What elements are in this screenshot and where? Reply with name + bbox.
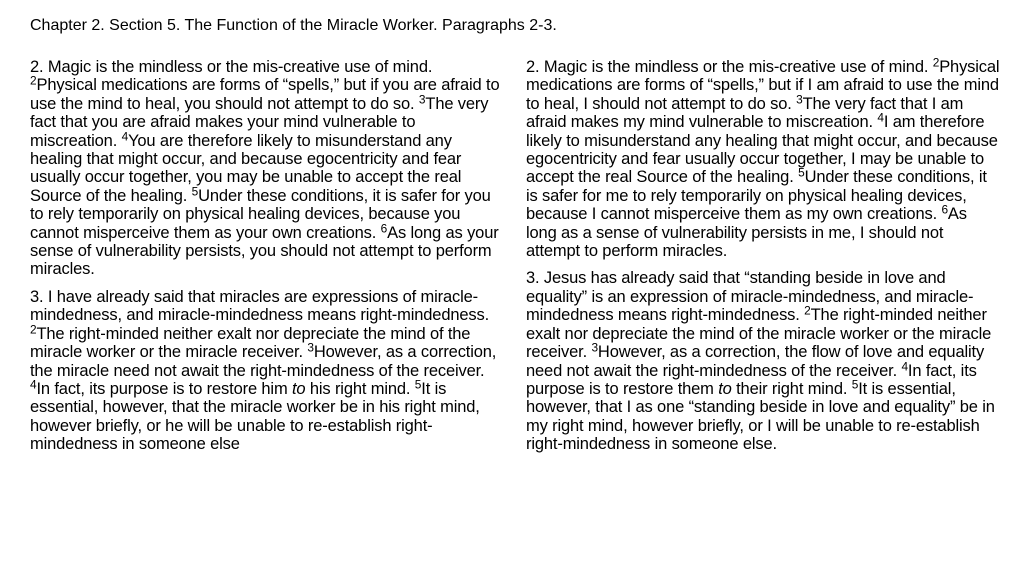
sentence-2: The right-minded neither exalt nor depreciate the mind of the miracle worker or the miracle receiver. (526, 306, 992, 362)
sentence-4: I am therefore likely to misunderstand any healing that might occur, and because egocentricity and fear usually occur together, I may be unable to accept the real Source of the healing. (526, 113, 998, 187)
verse-number: 3 (591, 340, 598, 355)
verse-number: 5 (414, 377, 422, 392)
verse-number: 2 (804, 303, 811, 318)
sentence-3: However, as a correction, the miracle need not await the right-mindedness of the receiver. (30, 343, 497, 380)
verse-number: 4 (30, 377, 37, 392)
sentence-1: 2. Magic is the mindless or the mis-creative use of mind. (30, 58, 433, 76)
verse-number: 5 (798, 166, 805, 181)
sentence-1: 2. Magic is the mindless or the mis-creative use of mind. (526, 58, 929, 76)
verse-number: 4 (121, 129, 129, 144)
right-column (526, 55, 1000, 463)
verse-number: 3 (796, 92, 803, 107)
sentence-2: Physical medications are forms of “spells,” but if you are afraid to use the mind to heal, you should not attempt to do so. (30, 76, 500, 113)
verse-number: 5 (191, 184, 199, 199)
emphasis: to (291, 379, 306, 398)
page-title: Chapter 2. Section 5. The Function of the Miracle Worker. Paragraphs 2-3. (30, 17, 557, 34)
sentence-5: Under these conditions, it is safer for you to rely temporarily on physical healing devices, because you cannot misperceive them as your own creations. (30, 186, 491, 242)
sentence-5: It is essential, however, that the miracle worker be in his right mind, however briefly, or he will be unable to re-establish right-mindedness in someone else (30, 379, 480, 454)
emphasis: to (718, 379, 732, 398)
sentence-3: The very fact that you are afraid makes your mind vulnerable to miscreation. (30, 94, 489, 150)
verse-number: 3 (418, 92, 426, 107)
sentence-6: As long as your sense of vulnerability persists, you should not attempt to perform miracles. (30, 223, 499, 279)
verse-number: 2 (932, 55, 940, 70)
verse-number: 6 (380, 221, 388, 236)
sentence-4b: his right mind. (309, 379, 411, 398)
sentence-4a: In fact, its purpose is to restore them (526, 361, 977, 398)
verse-number: 5 (851, 377, 859, 392)
sentence-4: You are therefore likely to misunderstand any healing that might occur, and because egocentricity and fear usually occur together, you may be unable to accept the real Source of the healing. (30, 131, 462, 205)
left-paragraph-2 (30, 58, 502, 279)
right-paragraph-2 (526, 55, 1000, 261)
sentence-1: 3. I have already said that miracles are expressions of miracle-mindedness, and miracle-mindedness means right-mindedness. (30, 287, 490, 325)
verse-number: 4 (901, 359, 908, 374)
sentence-3: However, as a correction, the flow of love and equality need not await the right-mindedness of the receiver. (526, 343, 985, 380)
sentence-3: The very fact that I am afraid makes my mind vulnerable to miscreation. (526, 94, 964, 132)
right-paragraph-3 (526, 269, 1000, 453)
verse-number: 3 (307, 340, 314, 355)
sentence-2: Physical medications are forms of “spells,” but if I am afraid to use the mind to heal, I should not attempt to do so. (526, 58, 1000, 113)
sentence-6: As long as a sense of vulnerability persists in me, I should not attempt to perform miracles. (526, 205, 967, 261)
sentence-4b: their right mind. (736, 379, 848, 398)
verse-number: 6 (941, 202, 948, 217)
verse-number: 2 (30, 322, 37, 337)
sentence-5: Under these conditions, it is safer for me to rely temporarily on physical healing devices, because I cannot misperceive them as my own creations. (526, 168, 987, 224)
verse-number: 2 (30, 74, 37, 89)
left-paragraph-3 (30, 288, 502, 454)
sentence-4a: In fact, its purpose is to restore him (36, 379, 288, 398)
sentence-2: The right-minded neither exalt nor depreciate the mind of the miracle worker or the miracle receiver. (30, 324, 471, 362)
sentence-1: 3. Jesus has already said that “standing beside in love and equality” is an expression of miracle-mindedness, and miracle-mindedness means right-mindedness. (526, 269, 974, 325)
verse-number: 4 (877, 110, 884, 125)
sentence-5: It is essential, however, that I as one “standing beside in love and equality” be in my right mind, however briefly, or I will be unable to re-establish right-mindedness in someone else. (526, 379, 995, 454)
left-column (30, 58, 502, 463)
